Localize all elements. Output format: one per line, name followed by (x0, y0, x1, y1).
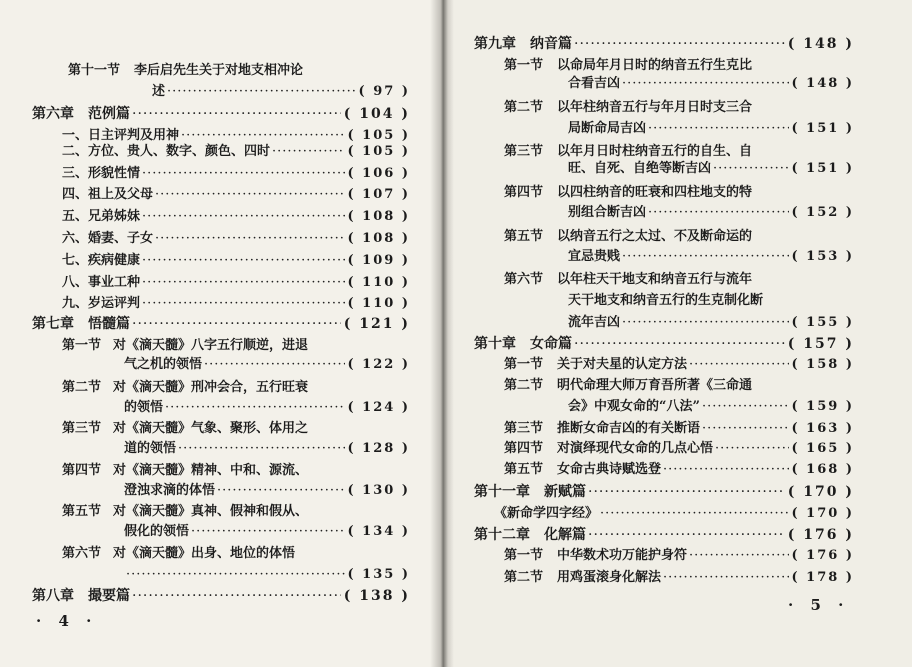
entry-page-number: ( 110 ) (347, 296, 410, 311)
entry-title: 对《滴天髓》八字五行顺逆，进退 (113, 338, 309, 353)
entry-title: 李后启先生关于对地支相冲论 (134, 63, 304, 78)
dot-leader (622, 76, 788, 92)
entry-label: 第四节 (62, 463, 102, 478)
entry-page-number: ( 108 ) (347, 209, 410, 224)
toc-entry (504, 185, 752, 201)
dot-leader (142, 166, 344, 182)
entry-page-number: ( 157 ) (787, 336, 854, 352)
entry-page-number: ( 108 ) (347, 231, 410, 246)
entry-title: 关于对夫星的认定方法 (557, 357, 688, 372)
entry-title-continued: 澄浊求滴的体悟 (124, 483, 216, 498)
dot-leader (588, 527, 785, 543)
dot-leader (702, 421, 788, 437)
entry-page-number: ( 105 ) (347, 144, 410, 159)
entry-page-number: ( 109 ) (347, 253, 410, 268)
entry-page-number: ( 122 ) (347, 357, 410, 372)
toc-entry (504, 570, 854, 586)
dot-leader (126, 567, 345, 583)
entry-label: 第二节 (504, 570, 544, 585)
toc-entry (504, 357, 854, 373)
toc-chapter (474, 527, 854, 543)
entry-title: 对演绎现代女命的几点心悟 (557, 441, 714, 456)
toc-entry-continuation (124, 524, 410, 540)
toc-entry (504, 421, 854, 437)
toc-entry (62, 253, 410, 269)
entry-page-number: ( 138 ) (343, 588, 410, 604)
entry-title: 对《滴天髓》真神、假神和假从、 (113, 504, 309, 519)
entry-page-number: ( 104 ) (343, 106, 410, 122)
entry-title: 对《滴天髓》精神、中和、源流、 (113, 463, 309, 478)
toc-entry (62, 166, 410, 182)
entry-page-number: ( 128 ) (347, 441, 410, 456)
entry-page-number: ( 151 ) (791, 121, 854, 136)
toc-entry-continuation (152, 84, 410, 100)
entry-title: 一、日主评判及用神 (62, 128, 180, 143)
dot-leader (689, 548, 788, 564)
entry-page-number: ( 153 ) (791, 249, 854, 264)
toc-entry (504, 100, 752, 116)
toc-entry (62, 421, 308, 437)
entry-page-number: ( 176 ) (787, 527, 854, 543)
toc-entry (62, 209, 410, 225)
entry-page-number: ( 97 ) (358, 84, 410, 99)
dot-leader (622, 315, 788, 331)
toc-entry-continuation (124, 567, 410, 583)
entry-title: 纳音篇 (530, 36, 572, 52)
entry-title-continued: 会》中观女命的“八法” (568, 399, 700, 414)
entry-title: 八、事业工种 (62, 275, 141, 290)
dot-leader (165, 400, 344, 416)
entry-label: 第九章 (474, 36, 516, 52)
dot-leader (155, 231, 344, 247)
toc-entry (504, 378, 752, 394)
dot-leader (622, 249, 788, 265)
dot-leader (142, 253, 344, 269)
entry-page-number: ( 106 ) (347, 166, 410, 181)
entry-label: 第一节 (504, 357, 544, 372)
dot-leader (648, 121, 788, 137)
entry-page-number: ( 165 ) (791, 441, 854, 456)
entry-page-number: ( 134 ) (347, 524, 410, 539)
entry-page-number: ( 148 ) (787, 36, 854, 52)
dot-leader (574, 36, 785, 52)
dot-leader (689, 357, 788, 373)
toc-entry (62, 504, 308, 520)
toc-entry (62, 546, 295, 562)
toc-chapter (32, 316, 410, 332)
entry-title-continued: 旺、自死、自绝等断吉凶 (568, 161, 712, 176)
entry-page-number: ( 170 ) (791, 506, 854, 521)
toc-entry (62, 338, 308, 354)
entry-title: 七、疾病健康 (62, 253, 141, 268)
right-page (440, 0, 912, 667)
entry-title: 悟髓篇 (88, 316, 130, 332)
entry-label: 第六节 (62, 546, 102, 561)
entry-label: 第四节 (504, 441, 544, 456)
toc-chapter (32, 588, 410, 604)
dot-leader (272, 144, 344, 160)
dot-leader (142, 275, 344, 291)
toc-entry-continuation (124, 483, 410, 499)
dot-leader (181, 128, 344, 144)
entry-title: 女命古典诗赋选登 (557, 462, 662, 477)
entry-page-number: ( 110 ) (347, 275, 410, 290)
dot-leader (132, 588, 341, 604)
page-number: · 4 · (36, 612, 98, 630)
dot-leader (142, 296, 344, 312)
dot-leader (217, 483, 344, 499)
entry-page-number: ( 158 ) (791, 357, 854, 372)
entry-title-continued: 述 (152, 84, 166, 99)
entry-title-continued: 流年吉凶 (568, 315, 621, 330)
toc-entry-continuation (568, 205, 854, 221)
toc-entry (504, 272, 752, 288)
entry-page-number: ( 135 ) (347, 567, 410, 582)
toc-entry (62, 231, 410, 247)
entry-title: 《新命学四字经》 (494, 506, 599, 521)
entry-title-continued: 局断命局吉凶 (568, 121, 647, 136)
toc-entry (504, 144, 752, 160)
entry-title: 九、岁运评判 (62, 296, 141, 311)
entry-title: 中华数术功万能护身符 (557, 548, 688, 563)
entry-title: 五、兄弟姊妹 (62, 209, 141, 224)
entry-title: 对《滴天髓》出身、地位的体悟 (113, 546, 296, 561)
entry-label: 第三节 (504, 144, 544, 159)
toc-chapter (474, 484, 854, 500)
entry-page-number: ( 105 ) (347, 128, 410, 143)
entry-title: 女命篇 (530, 336, 572, 352)
toc-entry-continuation (568, 121, 854, 137)
dot-leader (713, 161, 788, 177)
toc-entry (504, 229, 752, 245)
dot-leader (132, 316, 341, 332)
entry-label: 第四节 (504, 185, 544, 200)
toc-entry (62, 128, 410, 144)
toc-entry-continuation (124, 441, 410, 457)
entry-title: 新赋篇 (544, 484, 586, 500)
entry-title: 撮要篇 (88, 588, 130, 604)
entry-label: 第三节 (62, 421, 102, 436)
entry-label: 第二节 (504, 100, 544, 115)
dot-leader (178, 441, 344, 457)
entry-label: 第十一章 (474, 484, 530, 500)
toc-entry (504, 441, 854, 457)
toc-chapter (474, 336, 854, 352)
entry-title-continued: 道的领悟 (124, 441, 177, 456)
entry-title: 推断女命吉凶的有关断语 (557, 421, 701, 436)
entry-title: 六、婚妻、子女 (62, 231, 154, 246)
dot-leader (648, 205, 788, 221)
toc-entry (504, 462, 854, 478)
entry-title-continued: 假化的领悟 (124, 524, 190, 539)
entry-page-number: ( 124 ) (347, 400, 410, 415)
dot-leader (663, 570, 788, 586)
entry-page-number: ( 130 ) (347, 483, 410, 498)
entry-title-continued: 天干地支和纳音五行的生克制化断 (568, 293, 764, 308)
entry-title: 四、祖上及父母 (62, 187, 154, 202)
toc-chapter (474, 36, 854, 52)
entry-title: 以年月日时柱纳音五行的自生、自 (557, 144, 753, 159)
toc-entry (62, 380, 308, 396)
dot-leader (155, 187, 344, 203)
toc-entry (504, 548, 854, 564)
entry-title: 以年柱天干地支和纳音五行与流年 (557, 272, 753, 287)
toc-entry-continuation (124, 357, 410, 373)
entry-label: 第八章 (32, 588, 74, 604)
entry-title: 以四柱纳音的旺衰和四柱地支的特 (557, 185, 753, 200)
toc-entry (62, 463, 308, 479)
entry-label: 第十章 (474, 336, 516, 352)
entry-label: 第一节 (504, 58, 544, 73)
dot-leader (663, 462, 788, 478)
entry-title-continued: 的领悟 (124, 400, 164, 415)
entry-label: 第二节 (504, 378, 544, 393)
toc-entry (62, 275, 410, 291)
toc-chapter (32, 106, 410, 122)
toc-entry (68, 63, 303, 79)
toc-entry-continuation (568, 399, 854, 415)
entry-page-number: ( 121 ) (343, 316, 410, 332)
entry-page-number: ( 152 ) (791, 205, 854, 220)
entry-label: 第十二章 (474, 527, 530, 543)
toc-entry (504, 58, 752, 74)
entry-label: 第二节 (62, 380, 102, 395)
entry-label: 第六章 (32, 106, 74, 122)
toc-entry-continuation (124, 400, 410, 416)
toc-entry-continuation (568, 249, 854, 265)
entry-label: 第五节 (504, 462, 544, 477)
entry-title: 明代命理大师万育吾所著《三命通 (557, 378, 753, 393)
dot-leader (600, 506, 788, 522)
dot-leader (702, 399, 789, 415)
entry-title: 对《滴天髓》气象、聚形、体用之 (113, 421, 309, 436)
entry-title: 以纳音五行之太过、不及断命运的 (557, 229, 753, 244)
entry-title: 用鸡蛋滚身化解法 (557, 570, 662, 585)
entry-title: 三、形貌性情 (62, 166, 141, 181)
entry-page-number: ( 148 ) (791, 76, 854, 91)
entry-title: 以命局年月日时的纳音五行生克比 (557, 58, 753, 73)
dot-leader (574, 336, 785, 352)
entry-label: 第一节 (504, 548, 544, 563)
toc-entry (62, 187, 410, 203)
entry-title-continued: 合看吉凶 (568, 76, 621, 91)
entry-label: 第五节 (62, 504, 102, 519)
entry-label: 第六节 (504, 272, 544, 287)
entry-title-continued: 宜忌贵贱 (568, 249, 621, 264)
left-page (0, 0, 440, 667)
entry-page-number: ( 168 ) (791, 462, 854, 477)
entry-page-number: ( 151 ) (791, 161, 854, 176)
entry-label: 第十一节 (68, 63, 121, 78)
dot-leader (167, 84, 356, 100)
entry-page-number: ( 176 ) (791, 548, 854, 563)
toc-entry (494, 506, 854, 522)
entry-label: 第三节 (504, 421, 544, 436)
entry-page-number: ( 107 ) (347, 187, 410, 202)
entry-page-number: ( 163 ) (791, 421, 854, 436)
toc-entry-continuation (568, 315, 854, 331)
dot-leader (132, 106, 341, 122)
toc-entry (62, 144, 410, 160)
dot-leader (191, 524, 344, 540)
entry-title: 范例篇 (88, 106, 130, 122)
dot-leader (588, 484, 785, 500)
entry-label: 第七章 (32, 316, 74, 332)
toc-entry-continuation (568, 76, 854, 92)
entry-page-number: ( 170 ) (787, 484, 854, 500)
book-gutter-shadow (430, 0, 454, 667)
toc-entry (62, 296, 410, 312)
entry-label: 第五节 (504, 229, 544, 244)
entry-label: 第一节 (62, 338, 102, 353)
entry-title: 以年柱纳音五行与年月日时支三合 (557, 100, 753, 115)
entry-title: 对《滴天髓》刑冲会合，五行旺衰 (113, 380, 309, 395)
toc-entry-continuation (568, 161, 854, 177)
entry-title-continued: 气之机的领悟 (124, 357, 203, 372)
entry-page-number: ( 159 ) (791, 399, 854, 414)
entry-page-number: ( 155 ) (791, 315, 854, 330)
entry-title-continued: 别组合断吉凶 (568, 205, 647, 220)
dot-leader (142, 209, 344, 225)
entry-title: 二、方位、贵人、数字、颜色、四时 (62, 144, 271, 159)
page-number: · 5 · (788, 596, 850, 614)
entry-page-number: ( 178 ) (791, 570, 854, 585)
dot-leader (204, 357, 344, 373)
entry-title: 化解篇 (544, 527, 586, 543)
dot-leader (715, 441, 788, 457)
